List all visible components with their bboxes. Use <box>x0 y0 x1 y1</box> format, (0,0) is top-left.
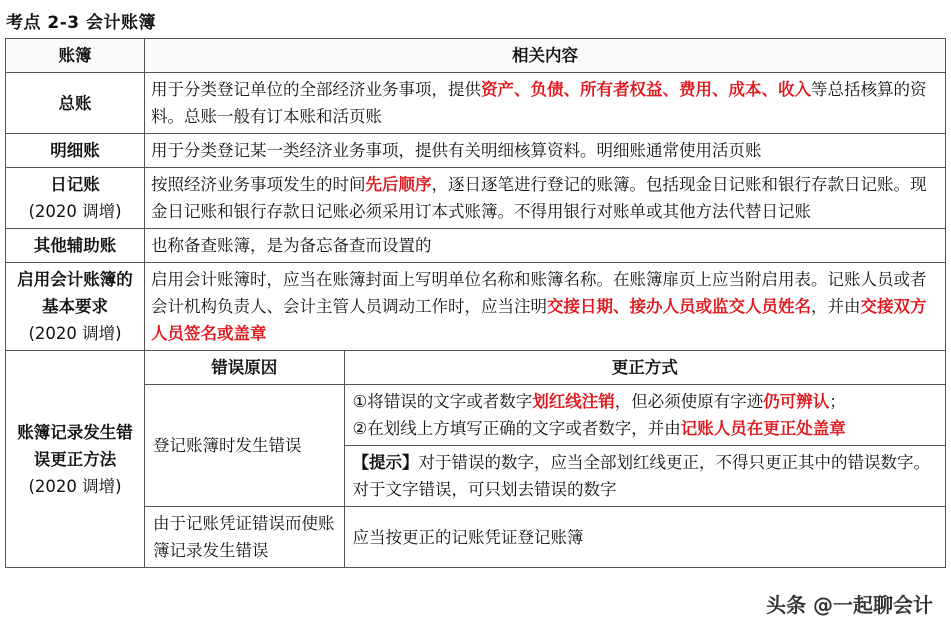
text-segment: ； <box>829 392 846 411</box>
ledger-table <box>5 38 946 568</box>
row-content <box>145 229 946 263</box>
row-sublabel: (2020 调增) <box>28 324 122 343</box>
tip-text: 对于错误的数字，应当全部划红线更正，不得只更正其中的错误数字。对于文字错误，可只划去错误的数字 <box>352 453 930 499</box>
text-segment: 等总括核算的资料。总账一般有订本账和活页账 <box>151 80 927 126</box>
error-cause-1: 登记账簿时发生错误 <box>145 385 344 507</box>
text-segment: ①将错误的文字或者数字 <box>352 392 533 411</box>
table-header-row <box>6 39 946 73</box>
row-label: 明细账 <box>6 134 145 168</box>
tip-label: 【提示】 <box>352 453 419 472</box>
highlight-text: 交接日期、接办人员或监交人员姓名 <box>547 297 811 316</box>
highlight-text: 仍可辨认 <box>763 392 830 411</box>
highlight-text: 记账人员在更正处盖章 <box>680 419 846 438</box>
header-correction-method: 更正方式 <box>344 351 945 385</box>
text-segment: 启用会计账簿时，应当在账簿封面上写明单位名称和账簿名称。在账簿扉页上应当附启用表。记账人员或者会计机构负责人、会计主管人员调动工作时，应当注明 <box>151 270 927 316</box>
text-segment: 按照经济业务事项发生的时间 <box>151 175 366 194</box>
table-row <box>6 263 946 351</box>
row-label: 总账 <box>6 73 145 134</box>
row-content <box>145 263 946 351</box>
highlight-text: 先后顺序 <box>365 175 432 194</box>
header-account-book: 账簿 <box>6 39 145 73</box>
correction-method-1 <box>344 385 945 446</box>
row-label: 账簿记录发生错误更正方法 (2020 调增) <box>6 351 145 568</box>
highlight-text: 划红线注销 <box>532 392 615 411</box>
correction-method-2: 应当按更正的记账凭证登记账簿 <box>344 507 945 568</box>
text-segment: 用于分类登记单位的全部经济业务事项，提供 <box>151 80 481 99</box>
error-correction-cell <box>145 351 946 568</box>
row-sublabel: (2020 调增) <box>28 202 122 221</box>
table-row <box>6 73 946 134</box>
page-title: 考点 2-3 会计账簿 <box>6 13 157 33</box>
table-row <box>6 168 946 229</box>
text-segment: ，但必须使原有字迹 <box>614 392 764 411</box>
table-row <box>6 134 946 168</box>
method-step-1 <box>353 388 938 415</box>
highlight-text: 资产、负债、所有者权益、费用、成本、收入 <box>481 80 811 99</box>
method-step-2 <box>353 415 938 442</box>
highlight-text: 交接双方人员签名或盖章 <box>151 297 927 343</box>
row-label: 日记账 (2020 调增) <box>6 168 145 229</box>
row-sublabel: (2020 调增) <box>28 476 122 496</box>
watermark: 头条 @一起聊会计 <box>766 593 933 617</box>
header-error-cause: 错误原因 <box>145 351 344 385</box>
row-label: 其他辅助账 <box>6 229 145 263</box>
text-segment: ②在划线上方填写正确的文字或者数字，并由 <box>352 419 681 438</box>
error-cause-2: 由于记账凭证错误而使账簿记录发生错误 <box>145 507 344 568</box>
row-label: 启用会计账簿的基本要求 (2020 调增) <box>6 263 145 351</box>
table-row-error-correction <box>6 351 946 568</box>
table-row <box>6 229 946 263</box>
header-content: 相关内容 <box>145 39 946 73</box>
text-segment: 也称备查账簿，是为备忘备查而设置的 <box>151 236 432 255</box>
row-content <box>145 73 946 134</box>
row-content <box>145 134 946 168</box>
tip-note <box>344 446 945 507</box>
text-segment: ，逐日逐笔进行登记的账簿。包括现金日记账和银行存款日记账。现金日记账和银行存款日记账必须采用订本式账簿。不得用银行对账单或其他方法代替日记账 <box>151 175 927 221</box>
row-content <box>145 168 946 229</box>
error-correction-table <box>145 351 945 567</box>
text-segment: 用于分类登记某一类经济业务事项，提供有关明细核算资料。明细账通常使用活页账 <box>151 141 762 160</box>
text-segment: ，并由 <box>811 297 861 316</box>
